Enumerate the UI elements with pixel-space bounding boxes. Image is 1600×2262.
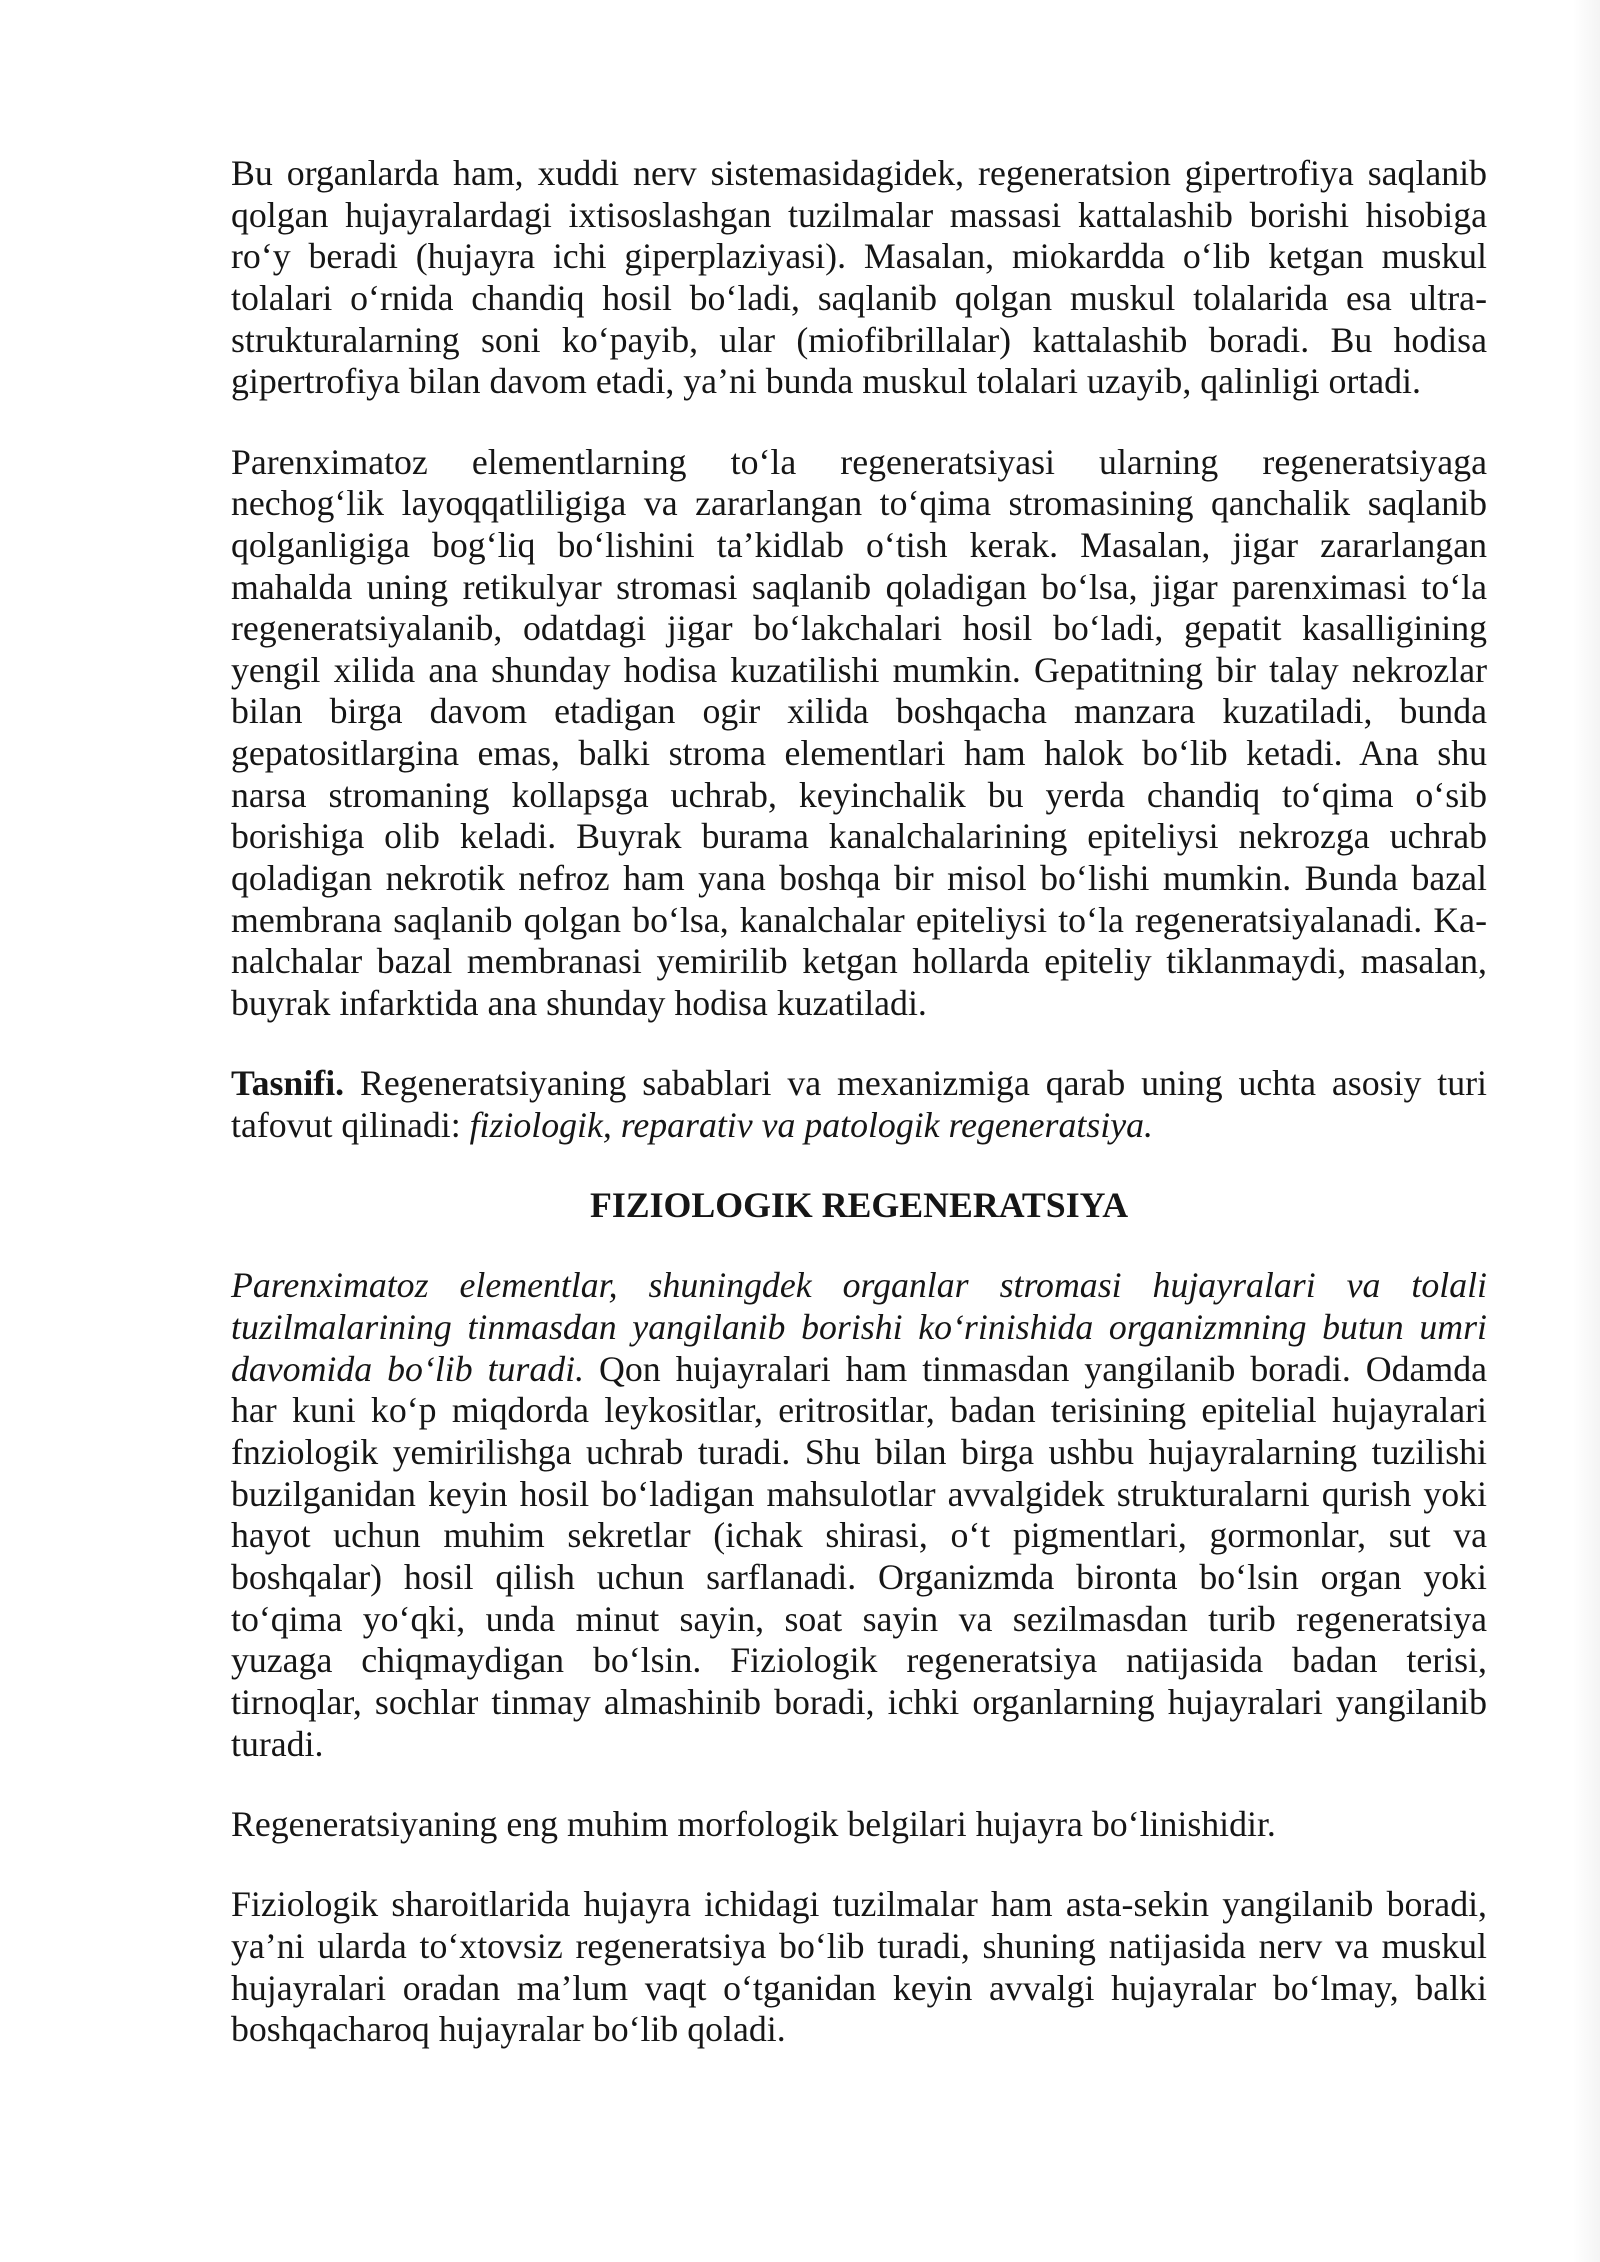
text-line: borishiga olib keladi. Buyrak burama kanalchalarining epiteliysi nekrozga uchrab [231,816,1487,857]
page-edge-shadow [1572,0,1600,2262]
text-line: hujayralari oradan ma’lum vaqt oʻtganidan keyin avvalgi hujayralar boʻlmay, balki [231,1967,1487,2008]
text-line: regeneratsiyalanib, odatdagi jigar boʻlakchalari hosil boʻladi, gepatit kasalligining [231,608,1487,649]
paragraph [231,153,1487,403]
paragraph [231,442,1487,1025]
text-line: har kuni koʻp miqdorda leykositlar, eritrositlar, badan terisining epitelial hujayralari [231,1390,1487,1431]
text-line: tirnoqlar, sochlar tinmay almashinib boradi, ichki organlarning hujayralari yangilanib [231,1682,1487,1723]
paragraph [231,1265,1487,1765]
italic-emphasis: Parenximatoz elementlar, shuningdek organlar stromasi hujayralari va tolali [231,1265,1487,1306]
text-line: Parenximatoz elementlarning toʻla regeneratsiyasi ularning regeneratsiyaga [231,441,1487,482]
text-line: strukturalarning soni koʻpayib, ular (miofibrillalar) kattalashib boradi. Bu hodisa [231,319,1487,360]
text-line: tolalari oʻrnida chandiq hosil boʻladi, saqlanib qolgan muskul tolalarida esa ultra- [231,277,1487,318]
text-line: yengil xilida ana shunday hodisa kuzatilishi mumkin. Gepatitning bir talay nekrozlar [231,649,1487,690]
text-line: bilan birga davom etadigan ogir xilida boshqacha manzara kuzatiladi, bunda [231,691,1487,732]
text-line: roʻy beradi (hujayra ichi giperplaziyasi). Masalan, miokardda oʻlib ketgan muskul [231,236,1487,277]
text-line: gepatositlargina emas, balki stroma elementlari ham halok boʻlib ketadi. Ana shu [231,733,1487,774]
text-line: boshqacharoq hujayralar boʻlib qoladi. [231,2009,786,2050]
italic-emphasis: tuzilmalarining tinmasdan yangilanib borishi koʻrinishida organizmning butun umri [231,1307,1487,1348]
section-heading: FIZIOLOGIK REGENERATSIYA [589,1185,1129,1226]
text-line: gipertrofiya bilan davom etadi, ya’ni bunda muskul tolalari uzayib, qalinligi ortadi. [231,361,1421,402]
text-line: qolganligiga bogʻliq boʻlishini ta’kidlab oʻtish kerak. Masalan, jigar zararlangan [231,524,1487,565]
paragraph [231,1804,1487,1846]
text-segment: Regeneratsiyaning sabablari va mexanizmiga qarab uning uchta asosiy turi [359,1063,1487,1104]
text-segment: tafovut qilinadi: [231,1104,461,1145]
text-line: hayot uchun muhim sekretlar (ichak shirasi, oʻt pigmentlari, gormonlar, sut va [231,1515,1487,1556]
text-line: narsa stromaning kollapsga uchrab, keyinchalik bu yerda chandiq toʻqima oʻsib [231,774,1487,815]
bold-label: Tasnifi. [231,1063,345,1104]
text-line [231,1349,1487,1391]
text-line: nechogʻlik layoqqatliligiga va zararlangan toʻqima stromasining qanchalik saqlanib [231,483,1487,524]
text-line [231,1307,1487,1349]
text-line: ya’ni ularda toʻxtovsiz regeneratsiya boʻlib turadi, shuning natijasida nerv va muskul [231,1925,1487,1966]
italic-emphasis: fiziologik, reparativ va patologik regeneratsiya. [469,1104,1153,1145]
text-line: yuzaga chiqmaydigan boʻlsin. Fiziologik regeneratsiya natijasida badan terisi, [231,1640,1487,1681]
paragraph [231,1884,1487,2051]
text-segment: Qon hujayralari ham tinmasdan yangilanib boradi. Odamda [599,1348,1487,1389]
text-line: nalchalar bazal membranasi yemirilib ketgan hollarda epiteliy tiklanmaydi, masalan, [231,941,1487,982]
text-line: buyrak infarktida ana shunday hodisa kuzatiladi. [231,983,927,1024]
text-line: Fiziologik sharoitlarida hujayra ichidagi tuzilmalar ham asta-sekin yangilanib boradi, [231,1884,1487,1925]
text-line [231,1063,1487,1105]
text-column [231,153,1487,2089]
text-line: qoladigan nekrotik nefroz ham yana boshqa bir misol boʻlishi mumkin. Bunda bazal [231,858,1487,899]
text-line [231,1265,1487,1307]
text-line: buzilganidan keyin hosil boʻladigan mahsulotlar avvalgidek strukturalarni qurish yoki [231,1473,1487,1514]
text-line: qolgan hujayralardagi ixtisoslashgan tuzilmalar massasi kattalashib borishi hisobiga [231,194,1487,235]
text-line [231,1105,1487,1147]
text-line: membrana saqlanib qolgan boʻlsa, kanalchalar epiteliysi toʻla regeneratsiyalanadi. Ka- [231,899,1487,940]
text-line: mahalda uning retikulyar stromasi saqlanib qoladigan boʻlsa, jigar parenximasi toʻla [231,566,1487,607]
text-line: turadi. [231,1723,324,1764]
text-line: boshqalar) hosil qilish uchun sarflanadi. Organizmda bironta boʻlsin organ yoki [231,1557,1487,1598]
text-line: Regeneratsiyaning eng muhim morfologik belgilari hujayra boʻlinishidir. [231,1803,1276,1844]
italic-emphasis: davomida boʻlib turadi. [231,1348,585,1389]
text-line: toʻqima yoʻqki, unda minut sayin, soat sayin va sezilmasdan turib regeneratsiya [231,1598,1487,1639]
text-line: Bu organlarda ham, xuddi nerv sistemasidagidek, regeneratsion gipertrofiya saqlanib [231,153,1487,193]
text-line: fnziologik yemirilishga uchrab turadi. Shu bilan birga ushbu hujayralarning tuzilishi [231,1432,1487,1473]
paragraph [231,1063,1487,1146]
